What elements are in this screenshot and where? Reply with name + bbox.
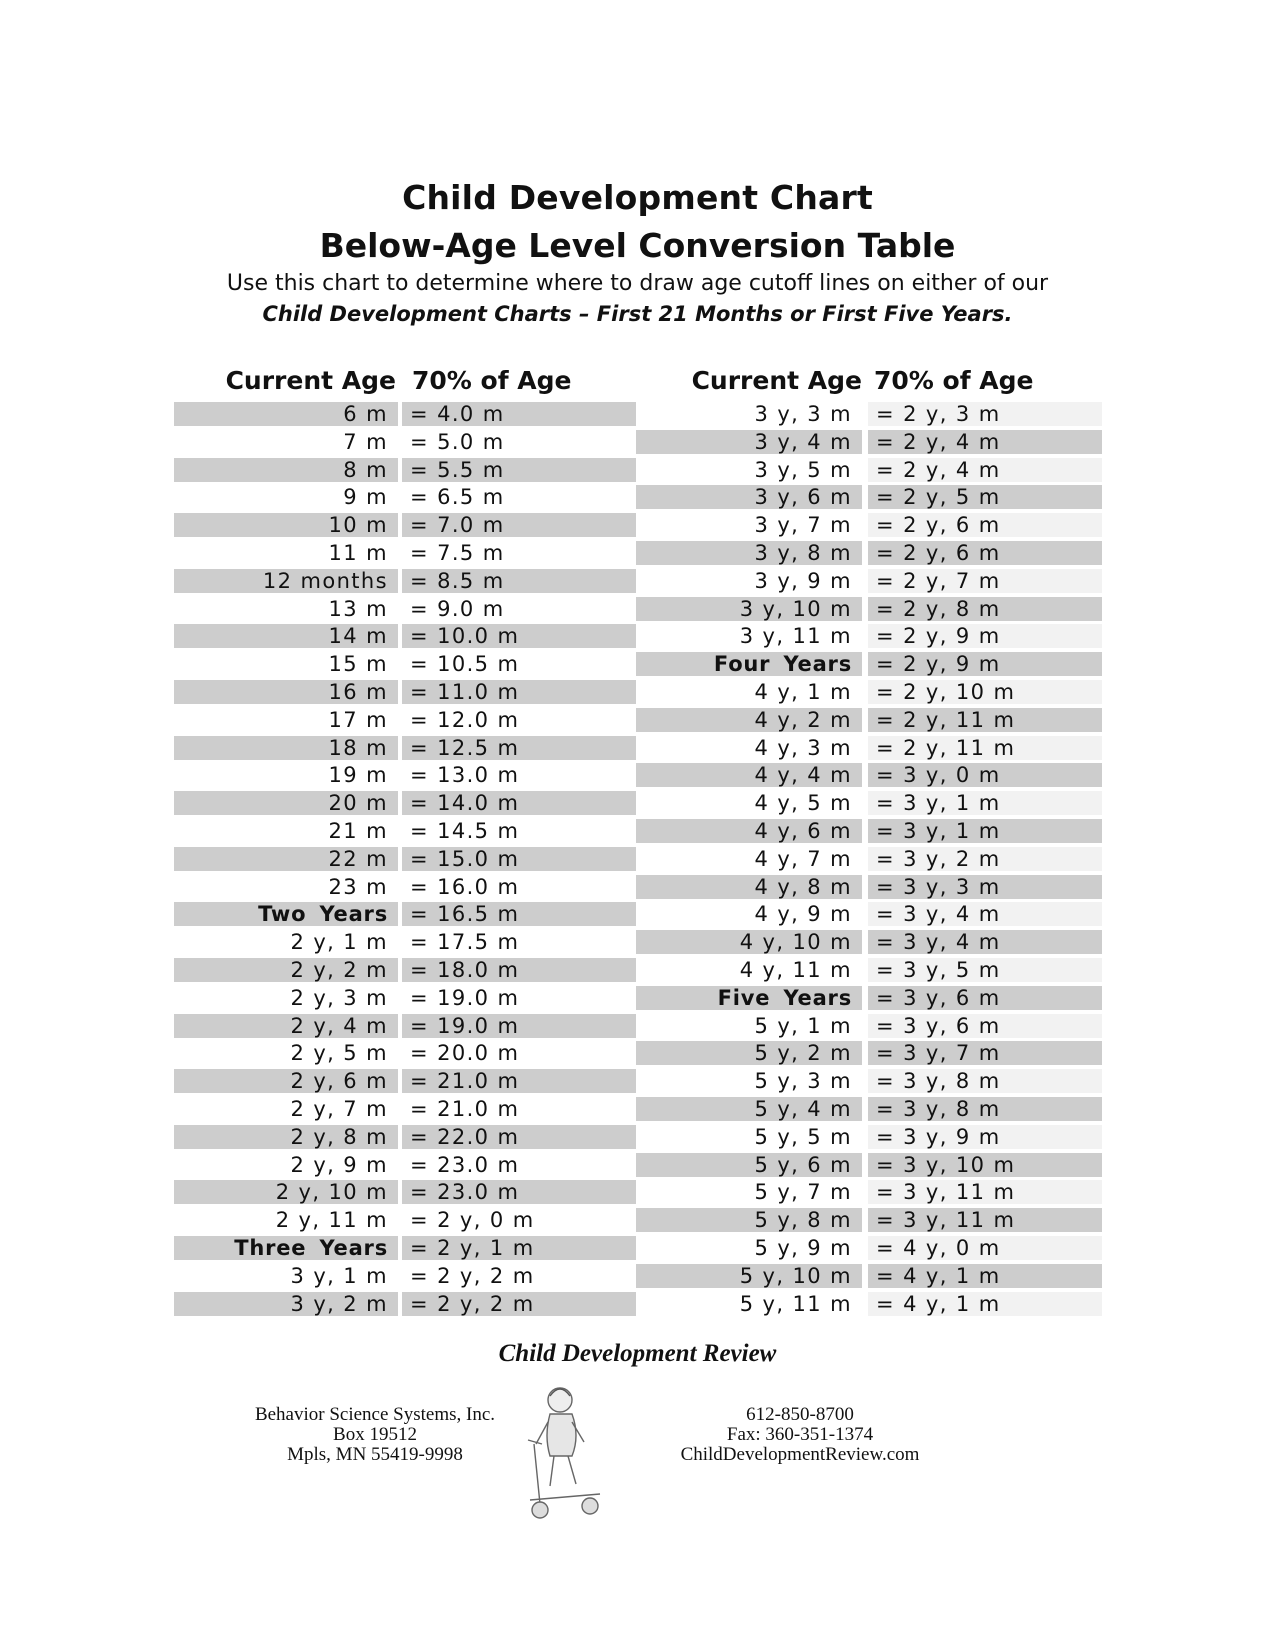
pct-age-cell: = 3 y, 8 m bbox=[868, 1069, 1102, 1093]
table-row bbox=[636, 958, 1102, 986]
current-age-cell: 4 y, 2 m bbox=[636, 708, 862, 732]
pct-age-cell: = 9.0 m bbox=[410, 596, 505, 621]
table-row bbox=[174, 1097, 636, 1125]
table-row bbox=[174, 569, 636, 597]
pct-age-cell: = 3 y, 1 m bbox=[868, 791, 1102, 815]
table-row bbox=[174, 1180, 636, 1208]
pct-age-cell: = 10.0 m bbox=[402, 624, 636, 648]
table-row bbox=[174, 1153, 636, 1181]
current-age-cell: 5 y, 2 m bbox=[636, 1041, 862, 1065]
pct-age-cell: = 12.5 m bbox=[402, 736, 636, 760]
current-age-cell: 3 y, 10 m bbox=[636, 597, 862, 621]
current-age-cell: 22 m bbox=[174, 847, 398, 871]
current-age-cell: 2 y, 9 m bbox=[290, 1152, 388, 1177]
current-age-cell: 12 months bbox=[174, 569, 398, 593]
pct-age-cell: = 15.0 m bbox=[402, 847, 636, 871]
table-row bbox=[636, 430, 1102, 458]
left-table-rows bbox=[174, 402, 636, 1319]
pct-age-cell: = 5.0 m bbox=[410, 429, 505, 454]
pct-age-cell: = 3 y, 6 m bbox=[868, 986, 1102, 1010]
table-row bbox=[636, 930, 1102, 958]
current-age-cell: 20 m bbox=[174, 791, 398, 815]
table-row bbox=[174, 402, 636, 430]
pct-age-cell: = 3 y, 10 m bbox=[868, 1153, 1102, 1177]
current-age-cell: 4 y, 1 m bbox=[754, 679, 852, 704]
table-row bbox=[636, 708, 1102, 736]
current-age-cell: 19 m bbox=[328, 763, 388, 788]
current-age-header: Current Age bbox=[225, 366, 396, 395]
pct-age-cell: = 2 y, 6 m bbox=[868, 513, 1102, 537]
current-age-header: Current Age bbox=[691, 366, 862, 395]
pct-age-cell: = 12.0 m bbox=[410, 707, 520, 732]
current-age-cell: 23 m bbox=[328, 874, 388, 899]
pct-age-cell: = 18.0 m bbox=[402, 958, 636, 982]
pct-age-cell: = 2 y, 4 m bbox=[868, 430, 1102, 454]
pct-age-cell: = 16.0 m bbox=[410, 874, 520, 899]
chart-names-text: Child Development Charts – First 21 Months or First Five Years. bbox=[262, 302, 1013, 326]
company-city: Mpls, MN 55419-9998 bbox=[287, 1444, 463, 1465]
pct-age-cell: = 6.5 m bbox=[410, 485, 505, 510]
table-row bbox=[174, 541, 636, 569]
company-address bbox=[240, 1405, 510, 1465]
current-age-cell: 2 y, 7 m bbox=[290, 1096, 388, 1121]
current-age-cell: 5 y, 6 m bbox=[636, 1153, 862, 1177]
table-row bbox=[636, 1014, 1102, 1042]
pct-age-cell: = 2 y, 7 m bbox=[868, 569, 1102, 593]
contact-info bbox=[650, 1405, 950, 1465]
pct-age-cell: = 19.0 m bbox=[410, 985, 520, 1010]
current-age-cell: 15 m bbox=[328, 652, 388, 677]
pct-age-cell: = 7.5 m bbox=[410, 540, 505, 565]
current-age-cell: 2 y, 5 m bbox=[290, 1041, 388, 1066]
table-row bbox=[636, 847, 1102, 875]
pct-age-header: 70% of Age bbox=[874, 366, 1034, 395]
current-age-cell: 2 y, 6 m bbox=[174, 1069, 398, 1093]
table-row bbox=[174, 485, 636, 513]
current-age-cell: 4 y, 11 m bbox=[739, 957, 852, 982]
pct-age-cell: = 2 y, 1 m bbox=[402, 1236, 636, 1260]
table-row bbox=[636, 763, 1102, 791]
pct-age-cell: = 14.0 m bbox=[402, 791, 636, 815]
current-age-cell: Three Years bbox=[174, 1236, 398, 1260]
current-age-cell: 4 y, 5 m bbox=[754, 791, 852, 816]
pct-age-cell: = 2 y, 6 m bbox=[868, 541, 1102, 565]
current-age-cell: 3 y, 3 m bbox=[754, 402, 852, 426]
current-age-cell: 18 m bbox=[174, 736, 398, 760]
current-age-cell: 21 m bbox=[328, 818, 388, 843]
pct-age-cell: = 13.0 m bbox=[410, 763, 520, 788]
current-age-cell: 5 y, 11 m bbox=[739, 1291, 852, 1316]
pct-age-cell: = 16.5 m bbox=[402, 902, 636, 926]
table-row bbox=[636, 402, 1102, 430]
pct-age-cell: = 23.0 m bbox=[402, 1180, 636, 1204]
table-row bbox=[636, 597, 1102, 625]
table-row bbox=[636, 569, 1102, 597]
current-age-cell: 2 y, 2 m bbox=[174, 958, 398, 982]
table-row bbox=[636, 986, 1102, 1014]
current-age-cell: 3 y, 11 m bbox=[739, 624, 852, 649]
table-row bbox=[174, 791, 636, 819]
current-age-cell: 7 m bbox=[343, 429, 388, 454]
table-row bbox=[636, 1236, 1102, 1264]
current-age-cell: 5 y, 4 m bbox=[636, 1097, 862, 1121]
pct-age-cell: = 3 y, 0 m bbox=[868, 763, 1102, 787]
pct-age-cell: = 2 y, 11 m bbox=[868, 708, 1102, 732]
current-age-cell: 13 m bbox=[328, 596, 388, 621]
current-age-cell: 4 y, 10 m bbox=[636, 930, 862, 954]
current-age-cell: 3 y, 7 m bbox=[754, 513, 852, 538]
table-row bbox=[636, 902, 1102, 930]
table-row bbox=[636, 1125, 1102, 1153]
table-row bbox=[174, 430, 636, 458]
current-age-cell: 2 y, 4 m bbox=[174, 1014, 398, 1038]
table-row bbox=[174, 930, 636, 958]
table-row bbox=[636, 819, 1102, 847]
table-row bbox=[174, 763, 636, 791]
current-age-cell: 3 y, 4 m bbox=[636, 430, 862, 454]
left-table bbox=[174, 360, 636, 1319]
table-row bbox=[174, 1236, 636, 1264]
current-age-cell: 17 m bbox=[328, 707, 388, 732]
table-row bbox=[174, 1069, 636, 1097]
pct-age-cell: = 22.0 m bbox=[402, 1125, 636, 1149]
pct-age-cell: = 19.0 m bbox=[402, 1014, 636, 1038]
current-age-cell: 3 y, 8 m bbox=[636, 541, 862, 565]
pct-age-cell: = 2 y, 9 m bbox=[868, 624, 1102, 648]
current-age-cell: 4 y, 6 m bbox=[636, 819, 862, 843]
table-row bbox=[636, 1069, 1102, 1097]
pct-age-header: 70% of Age bbox=[412, 366, 572, 395]
current-age-cell: Four Years bbox=[636, 652, 862, 676]
table-row bbox=[636, 680, 1102, 708]
current-age-cell: 5 y, 8 m bbox=[636, 1208, 862, 1232]
pct-age-cell: = 3 y, 4 m bbox=[868, 902, 1102, 926]
current-age-cell: 14 m bbox=[174, 624, 398, 648]
current-age-cell: 5 y, 1 m bbox=[754, 1013, 852, 1038]
table-row bbox=[636, 1264, 1102, 1292]
current-age-cell: 2 y, 1 m bbox=[290, 930, 388, 955]
company-name: Behavior Science Systems, Inc. bbox=[254, 1404, 496, 1425]
current-age-cell: 2 y, 11 m bbox=[275, 1208, 388, 1233]
current-age-cell: Two Years bbox=[174, 902, 398, 926]
table-row bbox=[174, 708, 636, 736]
current-age-cell: 10 m bbox=[174, 513, 398, 537]
table-row bbox=[174, 736, 636, 764]
current-age-cell: 16 m bbox=[174, 680, 398, 704]
current-age-cell: 2 y, 3 m bbox=[290, 985, 388, 1010]
table-row bbox=[174, 847, 636, 875]
table-row bbox=[636, 791, 1102, 819]
pct-age-cell: = 3 y, 2 m bbox=[868, 847, 1102, 871]
left-table-header bbox=[174, 360, 636, 402]
current-age-cell: 4 y, 4 m bbox=[636, 763, 862, 787]
right-table bbox=[636, 360, 1102, 1319]
table-row bbox=[636, 1041, 1102, 1069]
pct-age-cell: = 20.0 m bbox=[410, 1041, 520, 1066]
pct-age-cell: = 2 y, 3 m bbox=[868, 402, 1102, 426]
pct-age-cell: = 2 y, 0 m bbox=[410, 1208, 535, 1233]
pct-age-cell: = 3 y, 5 m bbox=[868, 958, 1102, 982]
table-row bbox=[174, 1014, 636, 1042]
table-row bbox=[174, 680, 636, 708]
pct-age-cell: = 2 y, 10 m bbox=[868, 680, 1102, 704]
pct-age-cell: = 4 y, 0 m bbox=[868, 1236, 1102, 1260]
pct-age-cell: = 4.0 m bbox=[402, 402, 636, 426]
right-table-rows bbox=[636, 402, 1102, 1319]
table-row bbox=[174, 902, 636, 930]
table-row bbox=[174, 958, 636, 986]
page-subtitle: Below-Age Level Conversion Table bbox=[319, 226, 956, 265]
table-row bbox=[174, 1125, 636, 1153]
pct-age-cell: = 3 y, 8 m bbox=[868, 1097, 1102, 1121]
footer-title: Child Development Review bbox=[498, 1340, 777, 1367]
pct-age-cell: = 3 y, 4 m bbox=[868, 930, 1102, 954]
phone-number: 612-850-8700 bbox=[746, 1404, 854, 1425]
table-row bbox=[174, 652, 636, 680]
table-row bbox=[174, 819, 636, 847]
pct-age-cell: = 21.0 m bbox=[410, 1096, 520, 1121]
current-age-cell: 11 m bbox=[328, 540, 388, 565]
table-row bbox=[636, 485, 1102, 513]
pct-age-cell: = 2 y, 11 m bbox=[868, 736, 1102, 760]
current-age-cell: 3 y, 2 m bbox=[174, 1292, 398, 1316]
current-age-cell: 2 y, 8 m bbox=[174, 1125, 398, 1149]
pct-age-cell: = 2 y, 9 m bbox=[868, 652, 1102, 676]
current-age-cell: 5 y, 5 m bbox=[754, 1124, 852, 1149]
page-title: Child Development Chart bbox=[402, 178, 873, 217]
pct-age-cell: = 3 y, 7 m bbox=[868, 1041, 1102, 1065]
pct-age-cell: = 2 y, 8 m bbox=[868, 597, 1102, 621]
current-age-cell: 4 y, 7 m bbox=[754, 846, 852, 871]
pct-age-cell: = 2 y, 4 m bbox=[868, 458, 1102, 482]
table-row bbox=[636, 1153, 1102, 1181]
pct-age-cell: = 5.5 m bbox=[402, 458, 636, 482]
current-age-cell: 5 y, 9 m bbox=[754, 1235, 852, 1260]
current-age-cell: 3 y, 5 m bbox=[754, 457, 852, 482]
table-row bbox=[636, 652, 1102, 680]
pct-age-cell: = 10.5 m bbox=[410, 652, 520, 677]
table-row bbox=[636, 1097, 1102, 1125]
pct-age-cell: = 3 y, 1 m bbox=[868, 819, 1102, 843]
table-row bbox=[636, 1292, 1102, 1320]
current-age-cell: 4 y, 9 m bbox=[754, 902, 852, 927]
pct-age-cell: = 4 y, 1 m bbox=[868, 1264, 1102, 1288]
pct-age-cell: = 2 y, 5 m bbox=[868, 485, 1102, 509]
pct-age-cell: = 3 y, 11 m bbox=[868, 1180, 1102, 1204]
pct-age-cell: = 7.0 m bbox=[402, 513, 636, 537]
pct-age-cell: = 2 y, 2 m bbox=[410, 1263, 535, 1288]
current-age-cell: 2 y, 10 m bbox=[174, 1180, 398, 1204]
table-row bbox=[636, 541, 1102, 569]
current-age-cell: 8 m bbox=[174, 458, 398, 482]
pct-age-cell: = 4 y, 1 m bbox=[868, 1292, 1102, 1316]
table-row bbox=[174, 1208, 636, 1236]
table-row bbox=[174, 986, 636, 1014]
current-age-cell: 4 y, 3 m bbox=[754, 735, 852, 760]
pct-age-cell: = 3 y, 6 m bbox=[868, 1014, 1102, 1038]
table-row bbox=[174, 597, 636, 625]
company-box: Box 19512 bbox=[333, 1424, 417, 1445]
current-age-cell: 9 m bbox=[343, 485, 388, 510]
instruction-text: Use this chart to determine where to draw age cutoff lines on either of our bbox=[226, 271, 1049, 296]
fax-number: Fax: 360-351-1374 bbox=[726, 1424, 874, 1445]
current-age-cell: 3 y, 6 m bbox=[636, 485, 862, 509]
pct-age-cell: = 17.5 m bbox=[410, 930, 520, 955]
pct-age-cell: = 21.0 m bbox=[402, 1069, 636, 1093]
table-row bbox=[174, 875, 636, 903]
current-age-cell: 6 m bbox=[174, 402, 398, 426]
table-row bbox=[174, 513, 636, 541]
current-age-cell: Five Years bbox=[636, 986, 862, 1010]
pct-age-cell: = 14.5 m bbox=[410, 818, 520, 843]
table-row bbox=[174, 458, 636, 486]
current-age-cell: 3 y, 9 m bbox=[754, 568, 852, 593]
pct-age-cell: = 23.0 m bbox=[410, 1152, 520, 1177]
table-row bbox=[636, 1208, 1102, 1236]
table-row bbox=[636, 736, 1102, 764]
child-on-scooter-illustration bbox=[520, 1382, 620, 1532]
current-age-cell: 5 y, 3 m bbox=[754, 1069, 852, 1094]
current-age-cell: 3 y, 1 m bbox=[290, 1263, 388, 1288]
pct-age-cell: = 11.0 m bbox=[402, 680, 636, 704]
table-row bbox=[174, 1292, 636, 1320]
table-row bbox=[174, 1041, 636, 1069]
pct-age-cell: = 8.5 m bbox=[402, 569, 636, 593]
table-row bbox=[636, 875, 1102, 903]
table-row bbox=[636, 513, 1102, 541]
current-age-cell: 5 y, 7 m bbox=[754, 1180, 852, 1205]
current-age-cell: 4 y, 8 m bbox=[636, 875, 862, 899]
table-row bbox=[636, 624, 1102, 652]
table-row bbox=[174, 1264, 636, 1292]
right-table-header bbox=[636, 360, 1102, 402]
table-row bbox=[636, 1180, 1102, 1208]
pct-age-cell: = 3 y, 11 m bbox=[868, 1208, 1102, 1232]
table-row bbox=[174, 624, 636, 652]
pct-age-cell: = 3 y, 9 m bbox=[868, 1125, 1102, 1149]
pct-age-cell: = 3 y, 3 m bbox=[868, 875, 1102, 899]
pct-age-cell: = 2 y, 2 m bbox=[402, 1292, 636, 1316]
website-link[interactable]: ChildDevelopmentReview.com bbox=[680, 1444, 920, 1465]
current-age-cell: 5 y, 10 m bbox=[636, 1264, 862, 1288]
table-row bbox=[636, 458, 1102, 486]
